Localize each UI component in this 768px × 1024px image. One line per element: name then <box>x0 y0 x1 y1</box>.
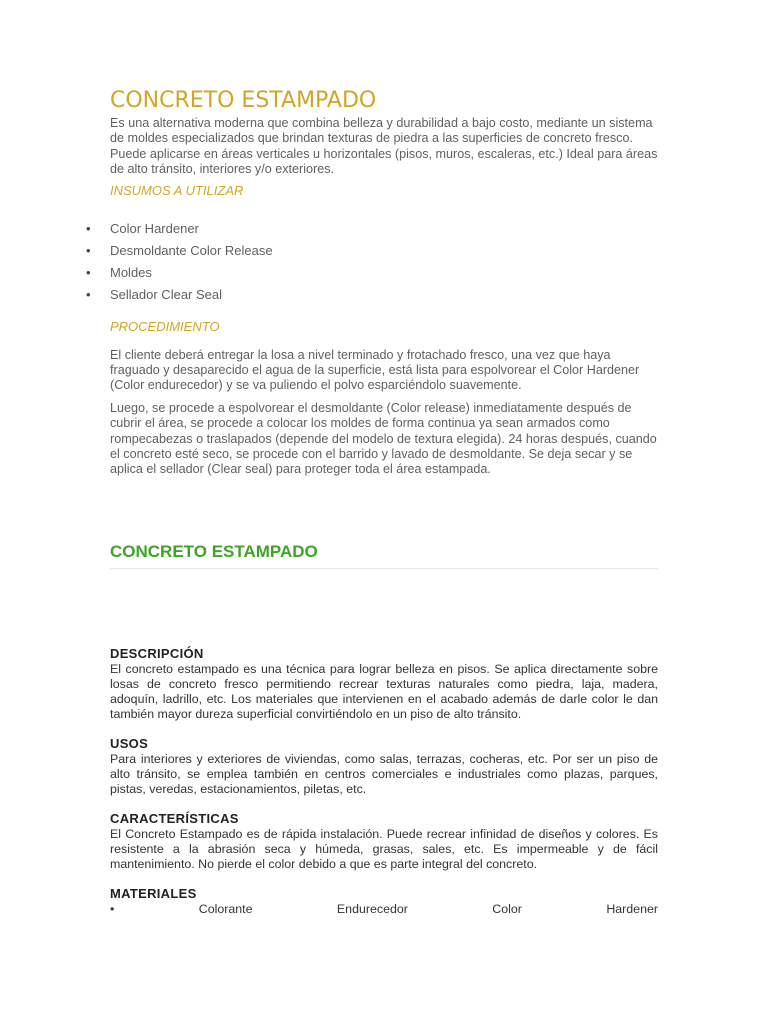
materiales-heading: MATERIALES <box>110 886 197 901</box>
procedimiento-heading: PROCEDIMIENTO <box>110 318 220 334</box>
material-word: Hardener <box>606 902 658 916</box>
section-gold <box>86 86 658 478</box>
list-item <box>86 218 658 240</box>
bullet-icon: • <box>110 902 115 916</box>
bullet-icon: • <box>86 286 91 302</box>
list-item <box>86 240 658 262</box>
bullet-icon: • <box>86 242 91 258</box>
usos-paragraph: Para interiores y exteriores de viviendas, como salas, terrazas, cocheras, etc. Por ser un piso de alto tránsito, se emplea también en centros comerciales e industriales como plazas, parques, pistas, veredas, estacionamientos, piletas, etc. <box>110 752 658 796</box>
procedimiento-paragraph-1: El cliente deberá entregar la losa a nivel terminado y frotachado fresco, una vez que haya fraguado y desaparecido el agua de la superficie, está lista para espolvorear el Color Hardener (Color endurecedor) y se va puliendo el polvo esparciéndolo suavemente. <box>110 347 640 393</box>
section-title: CONCRETO ESTAMPADO <box>110 540 658 569</box>
intro-paragraph: Es una alternativa moderna que combina belleza y durabilidad a bajo costo, mediante un sistema de moldes especializados que brindan texturas de piedra a las superficies de concreto fresco. Puede aplicarse en áreas verticales u horizontales (pisos, muros, escaleras, etc.) Ideal para áreas de alto tránsito, interiores y/o exteriores. <box>110 116 658 177</box>
usos-heading: USOS <box>110 736 149 751</box>
list-item-label: Sellador Clear Seal <box>110 286 223 302</box>
bullet-icon: • <box>86 220 91 236</box>
insumos-heading: INSUMOS A UTILIZAR <box>110 182 244 198</box>
material-word: Endurecedor <box>336 902 408 916</box>
insumos-list <box>86 218 658 306</box>
caracteristicas-paragraph: El Concreto Estampado es de rápida instalación. Puede recrear infinidad de diseños y colores. Es resistente a la abrasión seca y húmeda, grasas, sales, etc. Es impermeable y de fácil mantenimiento. No pierde el color debido a que es parte integral del concreto. <box>110 827 658 871</box>
descripcion-heading: DESCRIPCIÓN <box>110 646 204 661</box>
page-title: CONCRETO ESTAMPADO <box>110 88 377 113</box>
materiales-row <box>110 902 658 917</box>
list-item-label: Moldes <box>110 264 152 280</box>
section-details <box>110 646 658 917</box>
list-item-label: Color Hardener <box>110 220 199 236</box>
material-word: Color <box>492 902 522 916</box>
descripcion-paragraph: El concreto estampado es una técnica para lograr belleza en pisos. Se aplica directamente sobre losas de concreto fresco permitiendo recrear texturas naturales como piedra, laja, madera, adoquín, ladrillo, etc. Los materiales que intervienen en el acabado además de darle color le dan también mayor dureza superficial convirtiéndolo en un piso de alto tránsito. <box>110 662 658 721</box>
list-item <box>86 284 658 306</box>
section-green-header <box>110 540 658 569</box>
list-item-label: Desmoldante Color Release <box>110 242 273 258</box>
material-word: Colorante <box>198 902 253 916</box>
list-item <box>86 262 658 284</box>
bullet-icon: • <box>86 264 91 280</box>
caracteristicas-heading: CARACTERÍSTICAS <box>110 811 239 826</box>
procedimiento-paragraph-2: Luego, se procede a espolvorear el desmoldante (Color release) inmediatamente después de cubrir el área, se procede a colocar los moldes de forma continua ya sean armados como rompecabezas o traslapados (depende del modelo de textura elegida). 24 horas después, cuando el concreto esté seco, se procede con el barrido y lavado de desmoldante. Se deja secar y se aplica el sellador (Clear seal) para proteger toda el área estampada. <box>110 400 657 477</box>
